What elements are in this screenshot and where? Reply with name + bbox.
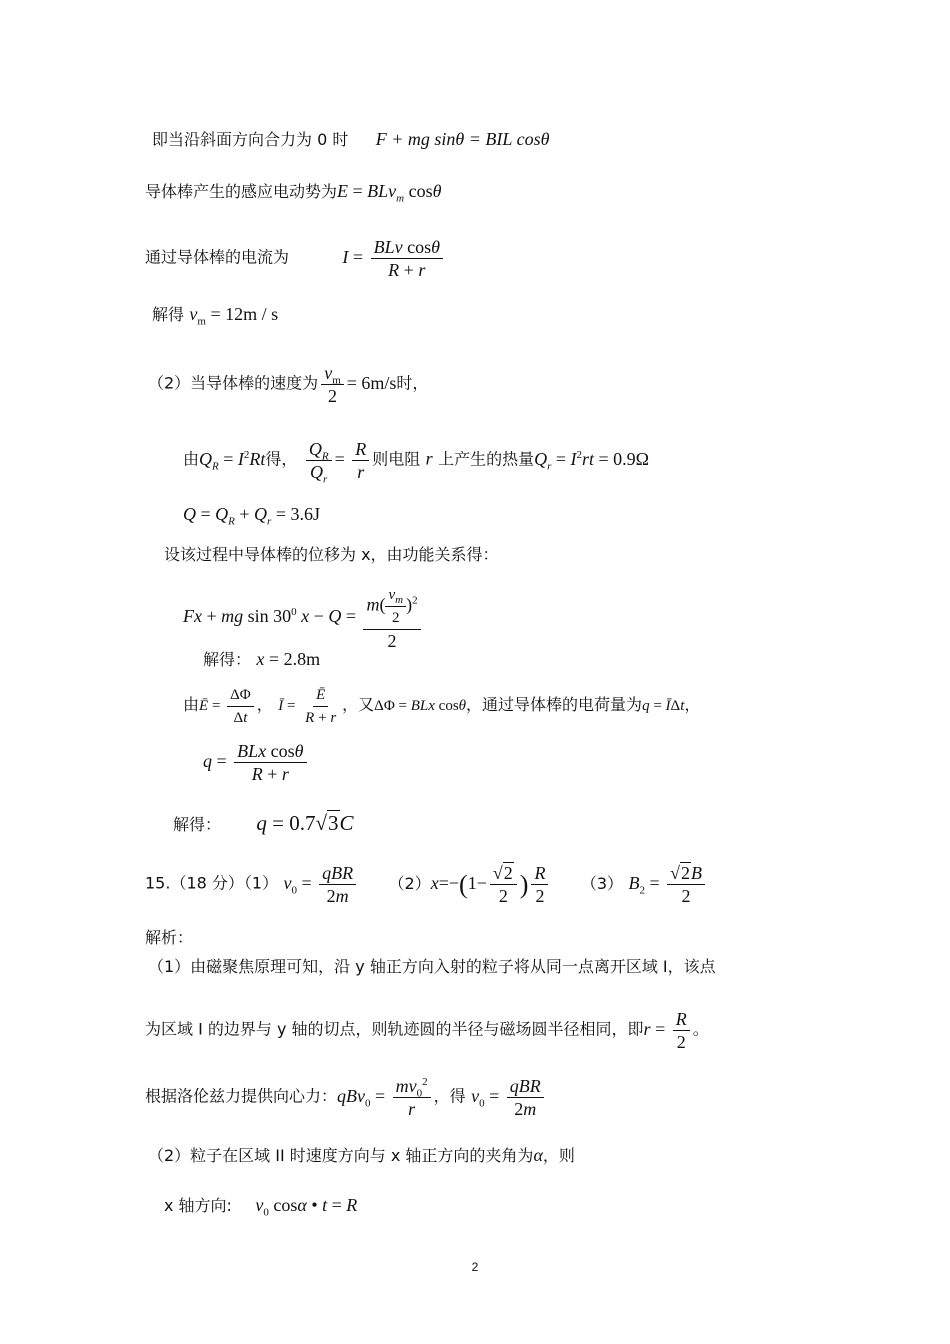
line-charge-formula (203, 740, 310, 785)
text: ，则 (542, 1146, 575, 1165)
line-analysis-heading (145, 926, 193, 950)
equation-x-answer: x=−(1− $\frac{√2}{2}$ ) $\frac{R}{2}$ (431, 873, 552, 893)
text: 根据洛伦兹力提供向心力： (145, 1086, 338, 1106)
text: 通过导体棒的电流为 (145, 247, 290, 267)
text: ， (684, 694, 701, 714)
text: ，通过导体棒的电荷量为 (466, 694, 643, 714)
text: 得， (265, 449, 298, 469)
line-heat (183, 438, 650, 486)
text: 则电阻 (372, 449, 421, 469)
equation-x: x = 2.8m (256, 649, 321, 669)
line-energy-equation (183, 584, 424, 652)
line-emf (145, 179, 441, 204)
text: 由 (183, 694, 200, 714)
text: 解得： (203, 650, 252, 669)
line-part2-angle (148, 1143, 575, 1168)
text: 。 (692, 1019, 709, 1039)
equation-total-heat: $Q = Q_R + Q_r = 3.6J$ (183, 504, 320, 528)
equation-charge-value: q = 0.7√3C (256, 811, 354, 835)
equation-charge: q = $\frac{\text{BLx cosθ}}{R + r}$ (203, 751, 310, 771)
text: （2） (388, 873, 431, 893)
line-q15-answers (145, 862, 708, 907)
text: 解得 (152, 305, 185, 324)
text: 解析： (145, 928, 194, 947)
text: （2）粒子在区域 II 时速度方向与 x 轴正方向的夹角为 (148, 1146, 534, 1165)
equation-current: I = $\frac{\text{BLv cosθ}}{R + r}$ (342, 247, 446, 267)
text: 上产生的热量 (438, 449, 535, 469)
equation-v0-answer: $v_0$ = $\frac{\text{qBR}}{2m}$ (283, 873, 359, 893)
line-current (145, 236, 446, 281)
text: ，又 (342, 694, 375, 714)
line-energy-setup (164, 543, 499, 567)
equation-flux-change: ΔΦ = BLx cosθ (374, 697, 467, 714)
equation-force-balance: F + mg sinθ = BIL cosθ (375, 129, 550, 149)
text: （2）当导体棒的速度为 (148, 373, 319, 393)
equation-half-velocity: $\frac{v_m}{2}$ = 6m/s (318, 373, 396, 393)
equation-energy: Fx + mg $\sin 30^0$ x − Q = m( $\frac{v_m}{2}$ )$^2$ 2 (183, 606, 424, 626)
text: 设该过程中导体棒的位移为 x，由功能关系得： (164, 545, 499, 564)
line-x-direction (164, 1193, 357, 1218)
equation-vm: $v_m = 12m / s$ (189, 304, 279, 328)
line-equilibrium (152, 127, 549, 152)
equation-radius: r = $\frac{R}{2}$ (644, 1019, 693, 1039)
text: 时， (396, 373, 429, 393)
line-charge-setup (183, 684, 700, 729)
equation-emf: E = BLv$_m$ cosθ (337, 181, 442, 205)
equation-heat-ratio: $\frac{Q_R}{Q_r}$ = $\frac{R}{r}$ (303, 449, 372, 469)
line-vm-result (152, 302, 278, 327)
text: 由 (183, 449, 200, 469)
text: （3） (580, 873, 624, 893)
line-part2-velocity (148, 362, 428, 407)
text: ， (256, 694, 273, 714)
text: （1）由磁聚焦原理可知，沿 y 轴正方向入射的粒子将从同一点离开区域 I，该点 (148, 957, 716, 976)
equation-lorentz: qBv$_0$ = $\frac{mv_0^2}{r}$ (337, 1086, 434, 1106)
text: ，得 (433, 1086, 466, 1106)
line-charge-result (173, 811, 354, 837)
text: 导体棒产生的感应电动势为 (145, 182, 338, 201)
text: 解得： (173, 815, 222, 834)
equation-b2-answer: $B_2$ = $\frac{√2B}{2}$ (628, 873, 708, 893)
text: 即当沿斜面方向合力为 0 时 (152, 130, 349, 149)
line-part1-text (148, 955, 716, 979)
equation-mean-emf: Ē = $\frac{\Delta\Phi}{\Delta t}$ (199, 698, 257, 714)
symbol-alpha: α (533, 1145, 543, 1165)
equation-mean-current: Ī = $\frac{Ē}{R + r}$ (278, 698, 342, 714)
text: 15.（18 分）（1） (145, 873, 279, 893)
equation-v0: $v_0$ = $\frac{\text{qBR}}{2m}$ (471, 1086, 547, 1106)
line-x-result (203, 647, 320, 672)
line-total-heat (183, 502, 320, 527)
equation-qr-value: $Q_r = I^2rt = 0.9\Omega$ (534, 448, 650, 473)
equation-charge-def: q = ĪΔt (642, 697, 685, 714)
text: 为区域 I 的边界与 y 轴的切点，则轨迹圆的半径与磁场圆半径相同，即 (145, 1019, 644, 1039)
page-number: 2 (471, 1260, 479, 1274)
line-radius (145, 1008, 709, 1053)
equation-x-direction: $v_0$ cosα • t = R (255, 1195, 358, 1219)
equation-qr: $Q_R = I^2Rt$ (199, 448, 266, 473)
symbol-r: r (425, 448, 433, 469)
text: x 轴方向: (164, 1196, 232, 1215)
line-lorentz (145, 1075, 547, 1120)
